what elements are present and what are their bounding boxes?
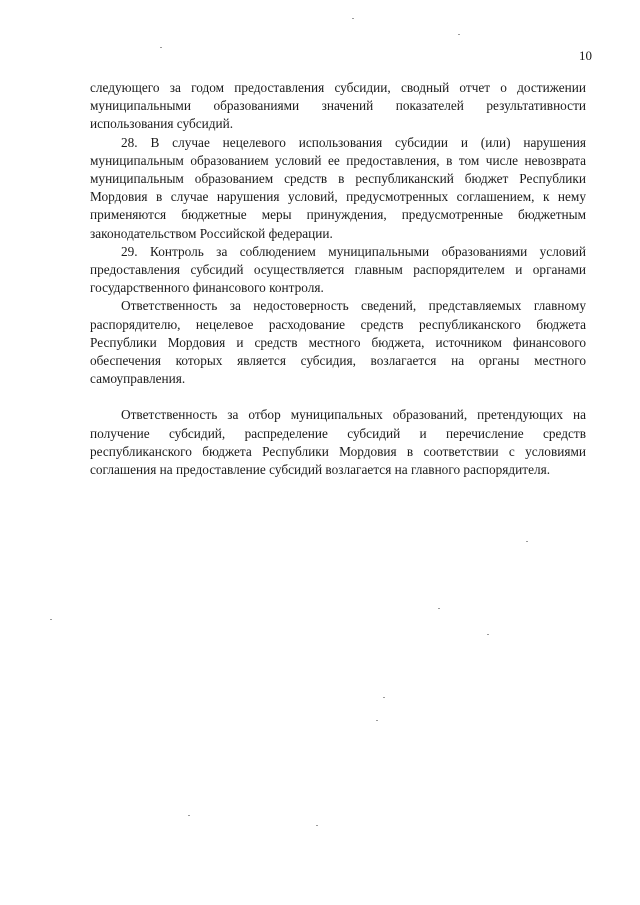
document-body	[90, 79, 586, 479]
scan-speck	[376, 720, 378, 721]
page-number: 10	[579, 48, 592, 63]
scan-speck	[50, 619, 52, 620]
scan-speck	[438, 608, 440, 609]
scan-speck	[383, 697, 385, 698]
scan-speck	[160, 47, 162, 48]
paragraph-28: 28. В случае нецелевого использования субсидии и (или) нарушения муниципальным образованием условий ее предоставления, в том числе невозврата муниципальным образованием средств в республиканский бюджет Республики Мордовия в случае нарушения условий, предусмотренных соглашением, к нему применяются бюджетные меры принуждения, предусмотренные бюджетным законодательством Российской федерации.	[90, 134, 586, 241]
paragraph-responsibility-reporting: Ответственность за недостоверность сведений, представляемых главному распорядителю, нецелевое расходование средств республиканского бюджета Республики Мордовия и средств местного бюджета, источником финансового обеспечения которых является субсидия, возлагается на органы местного самоуправления.	[90, 298, 586, 387]
scan-speck	[316, 825, 318, 826]
scan-speck	[487, 634, 489, 635]
scan-speck	[188, 815, 190, 816]
paragraph-responsibility-selection: Ответственность за отбор муниципальных образований, претендующих на получение субсидий, распределение субсидий и перечисление средств республиканского бюджета Республики Мордовия в соответствии с условиями соглашения на предоставление субсидий возлагается на главного распорядителя.	[90, 407, 586, 478]
scan-speck	[458, 34, 460, 35]
scan-speck	[526, 541, 528, 542]
paragraph-continuation: следующего за годом предоставления субсидии, сводный отчет о достижении муниципальными образованиями значений показателей результативности использования субсидий.	[90, 80, 586, 132]
paragraph-29: 29. Контроль за соблюдением муниципальными образованиями условий предоставления субсидий осуществляется главным распорядителем и органами государственного финансового контроля.	[90, 243, 586, 296]
scan-speck	[352, 18, 354, 19]
